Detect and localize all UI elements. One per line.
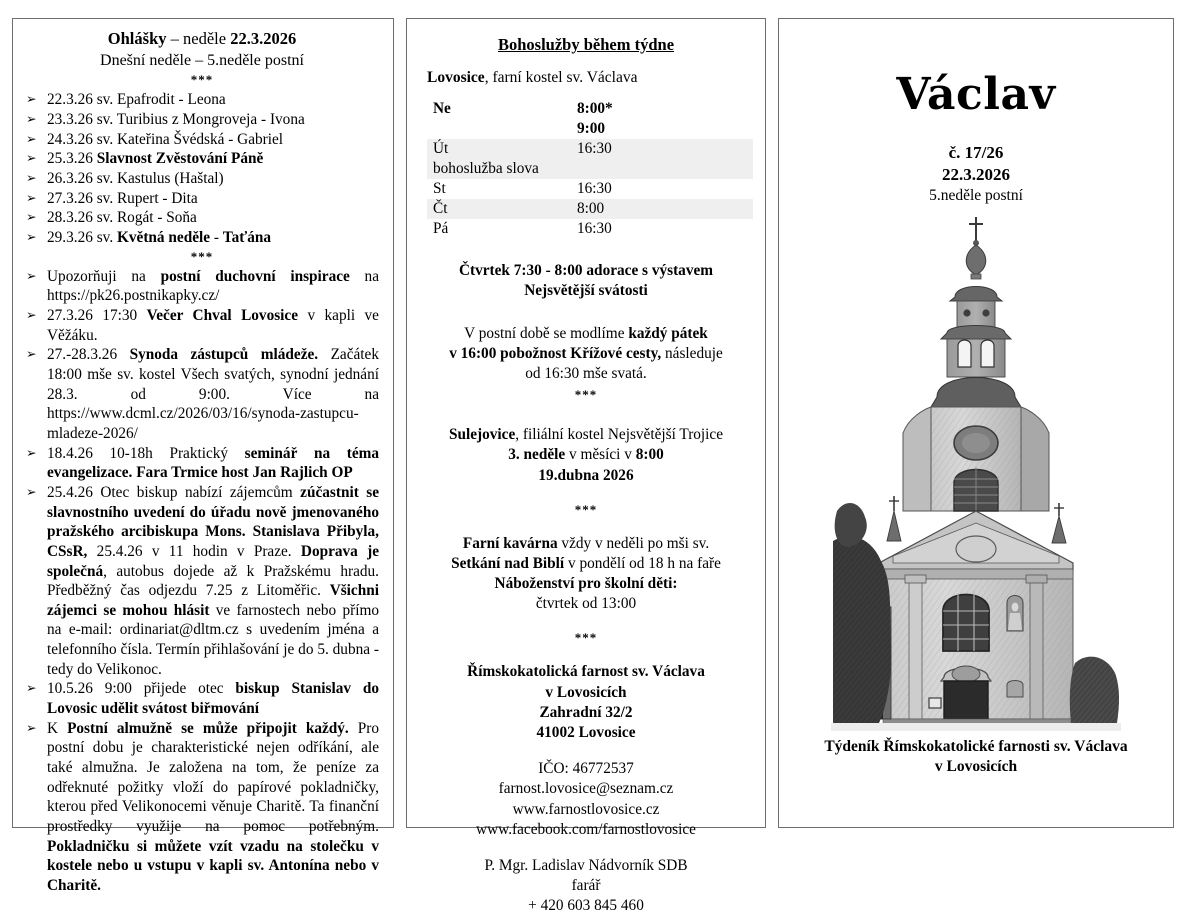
notice-emphasis: postní duchovní inspirace <box>160 267 350 285</box>
caption-line-1: Týdeník Římskokatolické farnosti sv. Václava <box>824 738 1128 756</box>
announcements-panel <box>12 18 394 895</box>
table-row <box>427 119 753 139</box>
sulejovice-next-date: 19.dubna 2026 <box>538 466 634 484</box>
sulejovice-name: Sulejovice <box>448 426 516 444</box>
list-item <box>25 228 379 248</box>
notice-text: K <box>47 719 68 737</box>
priest-role: farář <box>571 877 601 895</box>
saint-date: 29.3.26 <box>47 229 93 247</box>
bible-label: Setkání nad Biblí <box>451 554 565 572</box>
list-item-synod <box>25 345 379 443</box>
saint-text: sv. Kateřina Švédská - Gabriel <box>92 130 284 148</box>
lent-text-1: V postní době se modlíme <box>464 324 629 342</box>
saint-date: 26.3.26 <box>47 170 93 188</box>
parish-city: 41002 Lovosice <box>536 724 636 742</box>
row-time <box>577 159 753 179</box>
parish-street: Zahradní 32/2 <box>539 703 633 721</box>
notice-text: v kapli ve Věžáku. <box>47 306 379 344</box>
saint-text: sv. Kastulus (Haštal) <box>92 170 224 188</box>
notice-text: , autobus dojede až k Pražskému hradu. Předběžný čas odjezdu 7.25 z Litoměřic. <box>47 562 379 600</box>
notice-text: 25.4.26 Otec biskup nabízí zájemcům <box>47 483 301 501</box>
issue-info <box>793 142 1159 205</box>
table-row <box>427 159 753 179</box>
table-row <box>427 139 753 159</box>
saint-text: sv. Epafrodit - Leona <box>92 91 226 109</box>
cafe-label: Farní kavárna <box>462 534 558 552</box>
lovosice-church-label <box>427 69 749 87</box>
list-item-archbishop <box>25 483 379 680</box>
list-item <box>25 169 379 189</box>
saint-text: sv. Rupert - Dita <box>92 189 198 207</box>
notice-text: 25.4.26 v 11 hodin v Praze. <box>87 542 301 560</box>
table-row <box>427 199 753 219</box>
parish-facebook[interactable]: www.facebook.com/farnostlovosice <box>476 820 696 838</box>
notice-emphasis: Postní almužně se může připojit každý. <box>67 719 349 737</box>
lovosice-name: Lovosice <box>427 69 485 86</box>
saint-text: sv. Turibius z Mongroveja - Ivona <box>92 111 305 129</box>
lent-text-3: od 16:30 mše svatá. <box>525 364 647 382</box>
saint-sep: - <box>210 229 223 247</box>
table-row <box>427 179 753 199</box>
list-item <box>25 189 379 209</box>
notice-text: Pro postní dobu je charakteristické nejen odříkání, ale také almužna. Je založena na tom, že peníze za odřeknuté požitky vloží do papírové pokladničky, kterou před Velikonocemi věnuje Charitě. Ta finanční prostředky využije na pomoc potřebným. <box>47 719 380 836</box>
saint-date: 22.3.26 <box>47 91 93 109</box>
sulejovice-line-2 <box>423 445 749 465</box>
priest-phone[interactable]: + 420 603 845 460 <box>528 897 644 915</box>
parish-name-line-2: v Lovosicích <box>545 683 627 701</box>
parish-website[interactable]: www.farnostlovosice.cz <box>512 800 660 818</box>
adoration-line-1: Čtvrtek 7:30 - 8:00 adorace s výstavem <box>458 262 714 280</box>
saint-date: 24.3.26 <box>47 130 93 148</box>
priest-block <box>423 856 749 917</box>
notices-list <box>25 267 379 896</box>
caption-line-2: v Lovosicích <box>934 758 1018 776</box>
list-item-almsgiving <box>25 719 379 896</box>
notice-contact: ve farnostech nebo přímo na e-mail: ordinariat@dltm.cz s uvedením jména a telefonního čísla. Termín přihlašování je do 5. dubna - tedy do Velikonoc. <box>47 601 379 678</box>
notice-emphasis: seminář na téma evangelizace. Fara Trmice host Jan Rajlich OP <box>47 444 379 482</box>
list-item-evening-praise <box>25 306 379 345</box>
sulejovice-week: 3. neděle <box>508 446 566 464</box>
church-upper-facade <box>903 407 1049 511</box>
list-item <box>25 149 379 169</box>
table-row <box>427 99 753 119</box>
notice-emphasis: Všichni zájemci se mohou hlásit <box>47 582 379 619</box>
row-day: bohoslužba slova <box>427 159 577 179</box>
parish-address-block <box>423 662 749 743</box>
saint-text: sv. Rogát - Soňa <box>92 209 197 227</box>
row-day: St <box>433 180 446 198</box>
sulejovice-time: 8:00 <box>635 446 664 464</box>
issue-date: 22.3.2026 <box>942 164 1010 184</box>
list-item-seminar <box>25 444 379 483</box>
sulejovice-block <box>423 425 749 486</box>
saint-date: 28.3.26 <box>47 209 93 227</box>
notice-text: Upozorňuji na <box>47 267 161 285</box>
sulejovice-desc: , filiální kostel Nejsvětější Trojice <box>515 426 724 444</box>
notice-date: 27.-28.3.26 <box>47 346 130 364</box>
announcements-heading-dash: – neděle <box>166 29 231 48</box>
notice-emphasis: zúčastnit se slavnostního uvedení do úřadu nově jmenovaného pražského arcibiskupa Mons. Stanislava Přibyla, CSsR, <box>47 483 380 560</box>
notice-date: 27.3.26 17:30 <box>47 306 147 324</box>
notice-emphasis: biskup Stanislav do Lovosic udělit svátost biřmování <box>47 680 379 718</box>
lent-prayer-block <box>423 324 749 385</box>
lent-emphasis-1: každý pátek <box>628 324 708 342</box>
church-facade-photo <box>831 211 1121 731</box>
parish-name-line-1: Římskokatolická farnost sv. Václava <box>467 663 705 681</box>
saint-nameday: Taťána <box>222 229 272 247</box>
adoration-block <box>423 261 749 301</box>
row-time: 8:00* <box>576 100 613 117</box>
sulejovice-line-1 <box>423 425 749 445</box>
row-time: 16:30 <box>576 180 612 198</box>
services-title: Bohoslužby během týdne <box>497 35 675 54</box>
row-day: Ne <box>433 100 451 117</box>
lent-text-2: následuje <box>661 344 723 362</box>
saints-list <box>25 90 379 247</box>
divider-stars-1: *** <box>574 387 598 403</box>
announcements-heading-word: Ohlášky <box>107 29 167 48</box>
saint-date: 27.3.26 <box>47 189 93 207</box>
saint-date: 25.3.26 <box>47 150 93 168</box>
announcements-heading-date: 22.3.2026 <box>230 29 297 48</box>
saint-feast: Květná neděle <box>116 229 211 247</box>
parish-ico: IČO: 46772537 <box>538 760 634 778</box>
divider-stars-2: *** <box>574 501 598 517</box>
row-day <box>427 119 577 139</box>
notice-emphasis: Synoda zástupců mládeže. <box>129 346 319 364</box>
saint-text: sv. <box>92 229 117 247</box>
sulejovice-mid: v měsíci v <box>565 446 636 464</box>
announcements-subtitle: Dnešní neděle – 5.neděle postní <box>100 51 304 69</box>
list-item <box>25 90 379 110</box>
bible-line <box>423 554 749 574</box>
issue-number: č. 17/26 <box>948 143 1004 162</box>
row-time: 9:00 <box>576 120 605 138</box>
saint-feast: Slavnost Zvěstování Páně <box>92 150 264 168</box>
saint-date: 23.3.26 <box>47 111 93 129</box>
row-time: 8:00 <box>577 199 753 219</box>
parish-activities-block <box>423 534 749 615</box>
list-item-confirmation <box>25 679 379 718</box>
list-item <box>25 208 379 228</box>
lent-emphasis-2: v 16:00 pobožnost Křížové cesty, <box>449 344 662 362</box>
priest-name: P. Mgr. Ladislav Nádvorník SDB <box>484 856 688 874</box>
page-title <box>25 29 379 50</box>
list-item <box>25 110 379 130</box>
parish-email[interactable]: farnost.lovosice@seznam.cz <box>498 780 674 798</box>
cafe-detail: vždy v neděli po mši sv. <box>557 534 710 552</box>
publication-title: Václav <box>896 69 1056 120</box>
notice-date: 18.4.26 10-18h Praktický <box>47 444 245 462</box>
notice-url: na https://pk26.postnikapky.cz/ <box>47 267 379 305</box>
lovosice-desc: , farní kostel sv. Václava <box>484 69 638 86</box>
bible-detail: v pondělí od 18 h na faře <box>564 554 721 572</box>
notice-text: Začátek 18:00 mše sv. kostel Všech svatých, synodní jednání 28.3. od 9:00. Více na https://www.dcml.cz/2026/03/16/synoda-zastupcu-mladeze-2026/ <box>47 346 379 442</box>
row-day: Čt <box>427 199 577 219</box>
notice-emphasis: Doprava je společná <box>47 542 379 580</box>
row-time: 16:30 <box>577 139 753 159</box>
parish-contact-block <box>423 759 749 840</box>
row-day: Pá <box>433 220 449 238</box>
mass-schedule-table <box>427 99 753 239</box>
divider-stars-3: *** <box>574 630 598 646</box>
row-time: 16:30 <box>576 220 612 238</box>
services-panel <box>406 18 766 915</box>
divider-stars-top: *** <box>190 72 214 88</box>
religion-line <box>423 574 749 594</box>
cafe-line <box>423 534 749 554</box>
list-item <box>25 130 379 150</box>
issue-liturgical-day: 5.neděle postní <box>929 186 1023 204</box>
list-item-inspiration <box>25 267 379 306</box>
religion-label: Náboženství pro školní děti: <box>494 575 678 593</box>
adoration-line-2: Nejsvětější svátosti <box>524 282 648 300</box>
table-row <box>427 219 753 239</box>
religion-time: čtvrtek od 13:00 <box>535 595 637 613</box>
divider-stars-middle: *** <box>190 248 214 264</box>
notice-emphasis: Pokladničku si můžete vzít vzadu na stolečku v kostele nebo u vstupu v kapli sv. Antonína nebo v Charitě. <box>47 837 379 895</box>
notice-date: 10.5.26 9:00 přijede otec <box>47 680 236 698</box>
masthead-panel <box>778 18 1174 828</box>
church-illustration <box>831 211 1121 731</box>
row-day: Út <box>427 139 577 159</box>
notice-emphasis: Večer Chval Lovosice <box>146 306 299 324</box>
publication-caption <box>793 737 1159 777</box>
